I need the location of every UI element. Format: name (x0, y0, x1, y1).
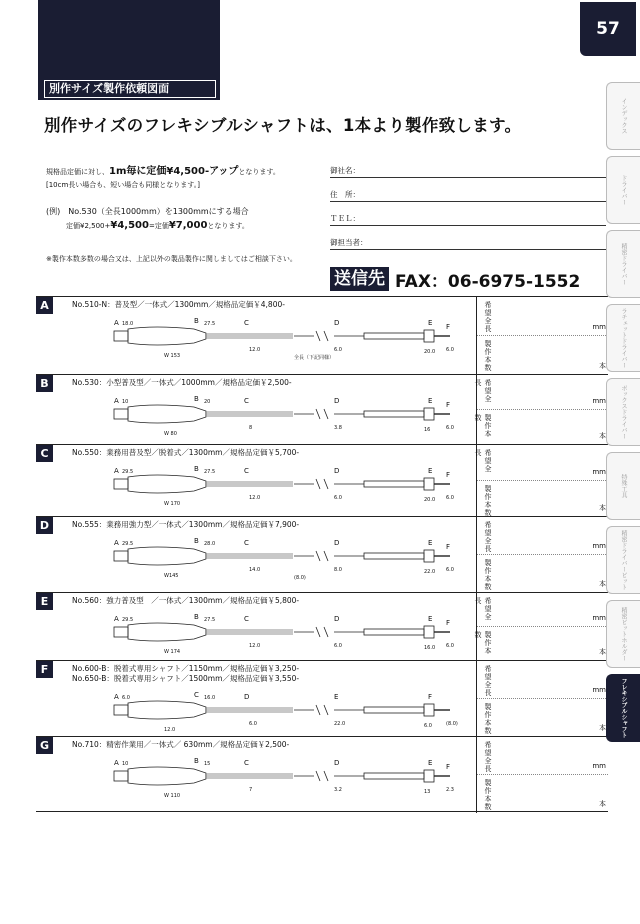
count-field-unit: 本 (599, 362, 606, 370)
side-tab[interactable] (606, 82, 640, 150)
section-title-2: No.650-B：脱着式専用シャフト／1500mm／規格品定価￥3,550- (72, 674, 300, 683)
side-tab-label: 精密ビットホルダー (620, 607, 627, 661)
dim-letter: D (334, 615, 340, 623)
length-field-label: 希望全長 (484, 521, 492, 553)
length-field-unit: mm (592, 686, 606, 694)
dim-value: 12.0 (249, 347, 261, 353)
side-tab-label: ボックスドライバー (620, 385, 627, 439)
dim-value: 28.0 (204, 541, 216, 547)
length-field-label: 希望全長 (484, 665, 492, 697)
dim-value: 6.0 (446, 567, 454, 573)
length-field-unit: mm (592, 762, 606, 770)
count-field-unit: 本 (599, 580, 606, 588)
length-field-unit: mm (592, 397, 606, 405)
dim-value: 6.0 (249, 721, 257, 727)
side-tab-label: 特殊工具 (620, 474, 627, 498)
side-tab[interactable] (606, 452, 640, 520)
order-box (476, 445, 608, 517)
section-a (36, 296, 608, 374)
section-title: No.550：業務用普及型／脱着式／1300mm／規格品定価￥5,700- (72, 448, 300, 457)
count-field-unit: 本 (599, 504, 606, 512)
dim-value: 13 (424, 789, 431, 795)
count-field[interactable] (474, 627, 608, 661)
length-field[interactable] (477, 661, 608, 699)
length-field-label: 希望全長 (474, 597, 492, 621)
address-field[interactable]: 住 所： (330, 182, 606, 202)
section-letter: B (36, 375, 53, 392)
dim-letter: E (334, 693, 339, 701)
section-f (36, 660, 608, 736)
section-d (36, 516, 608, 592)
dim-value: W 80 (164, 431, 177, 437)
dim-letter: D (334, 539, 340, 547)
dim-letter: B (194, 317, 199, 325)
section-g (36, 736, 608, 812)
dim-value: 27.5 (204, 321, 216, 327)
dim-value: 6.0 (334, 347, 342, 353)
example-line2 (66, 220, 249, 231)
dim-letter: A (114, 759, 119, 767)
section-title: No.555：業務用強力型／一体式／1300mm／規格品定価￥7,900- (72, 520, 300, 529)
length-field-label: 希望全長 (484, 301, 492, 333)
dim-value: 29.5 (122, 617, 134, 623)
shaft-drawing (94, 313, 474, 361)
dim-value: 14.0 (249, 567, 261, 573)
side-tab[interactable] (606, 230, 640, 298)
length-field-unit: mm (592, 614, 606, 622)
length-field[interactable] (477, 517, 608, 555)
length-field-unit: mm (592, 542, 606, 550)
order-box (476, 737, 608, 813)
dim-value: 7 (249, 787, 253, 793)
dim-letter: B (194, 613, 199, 621)
length-field-label: 希望全長 (474, 449, 492, 473)
order-box (476, 661, 608, 737)
dim-value: 22.0 (334, 721, 346, 727)
dim-letter: E (428, 319, 433, 327)
dim-value: 3.2 (334, 787, 342, 793)
count-field-unit: 本 (599, 800, 606, 808)
side-tab-label: 精密ドライバービット (620, 530, 627, 590)
dim-letter: C (244, 615, 249, 623)
dim-value: (8.0) (294, 575, 306, 581)
length-field[interactable] (477, 737, 608, 775)
intro-line1 (46, 162, 280, 177)
dim-letter: C (244, 759, 249, 767)
section-b (36, 374, 608, 444)
dim-letter: F (446, 323, 451, 331)
dim-value: 16.0 (424, 645, 436, 651)
section-e (36, 592, 608, 660)
section-letter: C (36, 445, 53, 462)
tel-field[interactable]: ＴＥＬ： (330, 206, 606, 226)
dim-value: 10 (122, 761, 129, 767)
dim-letter: E (428, 759, 433, 767)
dim-letter: D (334, 397, 340, 405)
count-field[interactable] (477, 775, 608, 813)
section-letter: D (36, 517, 53, 534)
dim-letter: A (114, 539, 119, 547)
length-field[interactable] (477, 297, 608, 336)
dim-value: 6.0 (334, 643, 342, 649)
dim-letter: E (428, 615, 433, 623)
page-number: 57 (580, 2, 636, 56)
shaft-drawing (94, 609, 474, 657)
dim-letter: B (194, 465, 199, 473)
count-field-unit: 本 (599, 432, 606, 440)
dim-letter: F (446, 763, 451, 771)
dim-value: 6.0 (446, 425, 454, 431)
order-box (476, 375, 608, 445)
count-field-unit: 本 (599, 648, 606, 656)
dim-letter: B (194, 537, 199, 545)
side-tab-label: フレキシブルシャフト (620, 678, 627, 738)
intro-text: 規格品定価に対し、 (46, 168, 109, 176)
count-field[interactable] (477, 336, 608, 375)
example-amount: ¥4,500 (110, 220, 149, 231)
side-tab[interactable] (606, 600, 640, 668)
section-letter: E (36, 593, 53, 610)
shaft-drawing (94, 753, 474, 801)
count-field-label: 製作本数 (484, 559, 492, 591)
dim-value: 6.0 (446, 347, 454, 353)
section-letter: G (36, 737, 53, 754)
company-field[interactable]: 御社名： (330, 158, 606, 178)
dim-letter: E (428, 397, 433, 405)
dim-value: 12.0 (249, 643, 261, 649)
dim-letter: A (114, 693, 119, 701)
section-letter: A (36, 297, 53, 314)
dim-value: 22.0 (424, 569, 436, 575)
dim-value: 6.0 (446, 495, 454, 501)
dim-letter: A (114, 467, 119, 475)
dim-value: 20.0 (424, 349, 436, 355)
dim-value: 27.5 (204, 617, 216, 623)
dim-value: 6.0 (122, 695, 130, 701)
side-tab-label: 精密ドライバー (620, 243, 627, 285)
side-tab-label: ドライバー (620, 175, 627, 205)
dim-letter: E (428, 539, 433, 547)
dim-letter: E (428, 467, 433, 475)
dim-letter: B (194, 395, 199, 403)
dim-value: 6.0 (446, 643, 454, 649)
length-field[interactable] (474, 375, 608, 410)
length-field[interactable] (474, 445, 608, 481)
example-text: =定価 (148, 222, 169, 230)
dim-value: 6.0 (334, 495, 342, 501)
side-tab[interactable] (606, 156, 640, 224)
length-field-label: 希望全長 (474, 379, 492, 403)
fax-banner (330, 266, 580, 292)
side-tab[interactable] (606, 526, 640, 594)
dim-value: 16.0 (204, 695, 216, 701)
order-box (476, 593, 608, 661)
side-tab[interactable] (606, 378, 640, 446)
dim-value: 全長（下記同様） (294, 355, 335, 361)
count-field-label: 製作本数 (484, 779, 492, 811)
dim-letter: D (244, 693, 250, 701)
dim-value: 15 (204, 761, 211, 767)
section-title: No.510-N：普及型／一体式／1300mm／規格品定価￥4,800- (72, 300, 285, 309)
side-tab-label: インデックス (620, 98, 627, 134)
dim-value: 2.3 (446, 787, 454, 793)
length-field[interactable] (474, 593, 608, 627)
shaft-drawing (94, 391, 474, 439)
dim-letter: B (194, 757, 199, 765)
fax-tag: 送信先 (330, 267, 389, 291)
header-label: 別作サイズ製作依頼図面 (44, 80, 216, 98)
shaft-drawing (94, 533, 474, 581)
dim-letter: A (114, 319, 119, 327)
count-field[interactable] (474, 410, 608, 445)
count-field[interactable] (477, 555, 608, 593)
shaft-drawing (94, 461, 474, 509)
section-title: No.710：精密作業用／一体式／ 630mm／規格品定価￥2,500- (72, 740, 290, 749)
section-title: No.530：小型普及型／一体式／1000mm／規格品定価￥2,500- (72, 378, 292, 387)
section-c (36, 444, 608, 516)
dim-letter: C (194, 691, 199, 699)
example-text: となります。 (207, 222, 249, 230)
dim-value: 3.8 (334, 425, 342, 431)
dim-value: 6.0 (424, 723, 432, 729)
dim-letter: D (334, 467, 340, 475)
count-field-label: 製作本数 (484, 485, 492, 517)
dim-letter: F (446, 619, 451, 627)
example-line1: (例) No.530（全長1000mm）を1300mmにする場合 (46, 207, 249, 216)
count-field-label: 製作本数 (474, 631, 492, 655)
shaft-drawing (94, 687, 474, 735)
length-field-unit: mm (592, 323, 606, 331)
dim-value: 16 (424, 427, 431, 433)
dim-letter: C (244, 539, 249, 547)
dim-value: W 174 (164, 649, 181, 655)
dim-letter: A (114, 397, 119, 405)
dim-letter: F (446, 471, 451, 479)
intro-highlight: 1m毎に定価¥4,500-アップ (109, 166, 239, 177)
dim-letter: D (334, 319, 340, 327)
header-block (38, 0, 220, 100)
dim-value: W 170 (164, 501, 181, 507)
example-text: 定価¥2,500+ (66, 222, 111, 230)
count-field-unit: 本 (599, 724, 606, 732)
order-box (476, 517, 608, 593)
dim-letter: F (446, 401, 451, 409)
dim-value: 27.5 (204, 469, 216, 475)
section-letter: F (36, 661, 53, 678)
dim-value: W 110 (164, 793, 181, 799)
section-title: No.600-B：脱着式専用シャフト／1150mm／規格品定価￥3,250- (72, 664, 300, 673)
dim-value: 29.5 (122, 541, 134, 547)
dim-letter: A (114, 615, 119, 623)
dim-value: 12.0 (164, 727, 176, 733)
person-field[interactable]: 御担当者： (330, 230, 606, 250)
intro-text: となります。 (238, 168, 280, 176)
dim-value: 8.0 (334, 567, 342, 573)
count-field-label: 製作本数 (484, 340, 492, 372)
side-tab[interactable] (606, 674, 640, 742)
dim-letter: F (446, 543, 451, 551)
count-field[interactable] (477, 699, 608, 737)
length-field-unit: mm (592, 468, 606, 476)
dim-value: 18.0 (122, 321, 134, 327)
fax-number: FAX：06-6975-1552 (395, 271, 581, 292)
length-field-label: 希望全長 (484, 741, 492, 773)
side-tab-label: ラチェットドライバー (620, 308, 627, 368)
dim-value: (8.0) (446, 721, 458, 727)
example-total: ¥7,000 (168, 220, 208, 231)
section-title: No.560：強力普及型 ／一体式／1300mm／規格品定価￥5,800- (72, 596, 300, 605)
count-field-label: 製作本数 (474, 414, 492, 438)
dim-value: W 153 (164, 353, 181, 359)
dim-value: 12.0 (249, 495, 261, 501)
note: ※製作本数多数の場合又は、上記以外の製品製作に関しましてはご相談下さい。 (46, 255, 297, 263)
dim-letter: C (244, 319, 249, 327)
count-field[interactable] (477, 481, 608, 517)
order-box (476, 297, 608, 375)
dim-value: W145 (164, 573, 179, 579)
dim-value: 20 (204, 399, 211, 405)
dim-letter: C (244, 467, 249, 475)
side-tab[interactable] (606, 304, 640, 372)
dim-value: 20.0 (424, 497, 436, 503)
dim-value: 8 (249, 425, 253, 431)
dim-value: 29.5 (122, 469, 134, 475)
headline: 別作サイズのフレキシブルシャフトは、1本より製作致します。 (44, 116, 522, 135)
dim-letter: F (428, 693, 433, 701)
dim-letter: D (334, 759, 340, 767)
count-field-label: 製作本数 (484, 703, 492, 735)
side-tabs (606, 82, 640, 748)
dim-letter: C (244, 397, 249, 405)
intro-line2: [10cm長い場合も、短い場合も同様となります。] (46, 181, 200, 189)
dim-value: 10 (122, 399, 129, 405)
